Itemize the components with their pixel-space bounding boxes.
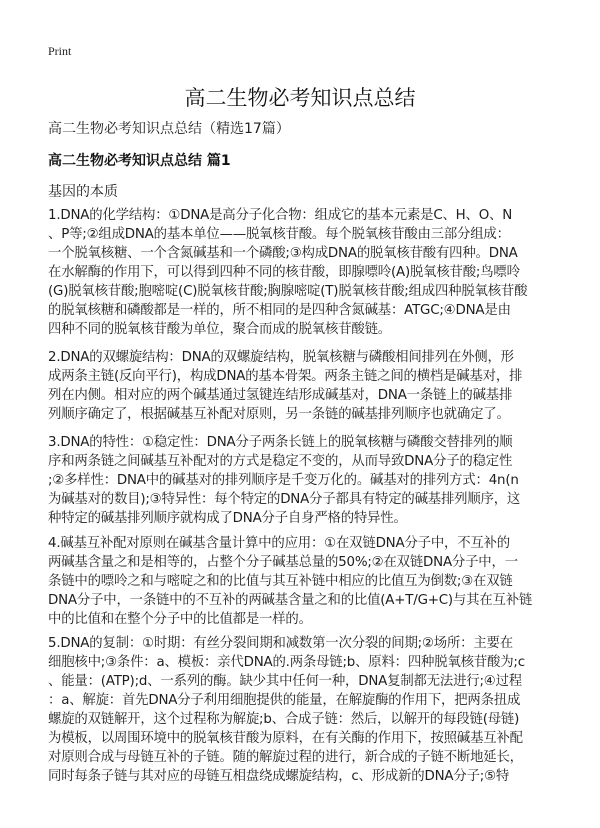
paragraph-line: 、能量：(ATP);d、一系列的酶。缺少其中任何一种，DNA复制都无法进行;④过程: [48, 674, 522, 689]
paragraph-line: ：a、解旋：首先DNA分子利用细胞提供的能量，在解旋酶的作用下，把两条扭成: [48, 693, 521, 708]
document-title: 高二生物必考知识点总结: [184, 86, 416, 110]
paragraph-base-pairing-calculation: [48, 534, 558, 629]
paragraph-line: 一个脱氧核糖、一个含氮碱基和一个磷酸;③构成DNA的脱氧核苷酸有四种。DNA: [48, 246, 518, 261]
paragraph-dna-replication: [48, 634, 558, 786]
paragraph-line: 条链中的嘌呤之和与嘧啶之和的比值与其互补链中相应的比值互为倒数;③在双链: [48, 574, 513, 589]
paragraph-line: 成两条主链(反向平行)，构成DNA的基本骨架。两条主链之间的横档是碱基对，排: [48, 369, 523, 384]
paragraph-line: 四种不同的脱氧核苷酸为单位，聚合而成的脱氧核苷酸链。: [48, 322, 391, 337]
paragraph-line: 5.DNA的复制：①时期：有丝分裂间期和减数第一次分裂的间期;②场所：主要在: [48, 636, 513, 651]
paragraph-line: 对原则合成与母链互补的子链。随的解旋过程的进行，新合成的子链不断地延长，: [48, 750, 523, 765]
paragraph-line: 列在内侧。相对应的两个碱基通过氢键连结形成碱基对，DNA一条链上的碱基排: [48, 388, 513, 403]
paragraph-line: 列顺序确定了，根据碱基互补配对原则，另一条链的碱基排列顺序也就确定了。: [48, 407, 510, 422]
paragraph-line: 细胞核中;③条件：a、模板：亲代DNA的.两条母链;b、原料：四种脱氧核苷酸为;c: [48, 655, 525, 670]
paragraph-line: 同时每条子链与其对应的母链互相盘绕成螺旋结构，c、形成新的DNA分子;⑤特: [48, 769, 510, 784]
paragraph-line: 、P等;②组成DNA的基本单位——脱氧核苷酸。每个脱氧核苷酸由三部分组成：: [48, 227, 510, 242]
paragraph-dna-chemical-structure: [48, 206, 558, 339]
topic-heading: 基因的本质: [48, 184, 118, 200]
paragraph-line: 种特定的碱基排列顺序就构成了DNA分子自身严格的特异性。: [48, 511, 407, 526]
paragraph-line: 序和两条链之间碱基互补配对的方式是稳定不变的，从而导致DNA分子的稳定性: [48, 454, 513, 469]
paragraph-line: 为模板，以周围环境中的脱氧核苷酸为原料，在有关酶的作用下，按照碱基互补配: [48, 731, 523, 746]
paragraph-line: ;②多样性：DNA中的碱基对的排列顺序是千变万化的。碱基对的排列方式：4n(n: [48, 473, 519, 488]
paragraph-line: (G)脱氧核苷酸;胞嘧啶(C)脱氧核苷酸;胸腺嘧啶(T)脱氧核苷酸;组成四种脱氧核苷酸: [48, 284, 528, 299]
paragraph-line: 在水解酶的作用下，可以得到四种不同的核苷酸，即腺嘌呤(A)脱氧核苷酸;鸟嘌呤: [48, 265, 520, 280]
paragraph-dna-double-helix: [48, 348, 558, 424]
section-heading: 高二生物必考知识点总结 篇1: [48, 153, 231, 169]
paragraph-line: 3.DNA的特性：①稳定性：DNA分子两条长链上的脱氧核糖与磷酸交替排列的顺: [48, 435, 513, 450]
paragraph-line: 的脱氧核糖和磷酸都是一样的，所不相同的是四种含氮碱基：ATGC;④DNA是由: [48, 303, 511, 318]
print-label: Print: [48, 44, 72, 58]
paragraph-line: 中的比值和在整个分子中的比值都是一样的。: [48, 612, 312, 627]
paragraph-line: 2.DNA的双螺旋结构：DNA的双螺旋结构，脱氧核糖与磷酸相间排列在外侧，形: [48, 350, 514, 365]
paragraph-line: 4.碱基互补配对原则在碱基含量计算中的应用：①在双链DNA分子中，不互补的: [48, 536, 510, 551]
paragraph-line: DNA分子中，一条链中的不互补的两碱基含量之和的比值(A+T/G+C)与其在互补链: [48, 593, 533, 608]
paragraph-line: 螺旋的双链解开，这个过程称为解旋;b、合成子链：然后，以解开的每段链(母链): [48, 712, 520, 727]
paragraph-line: 两碱基含量之和是相等的，占整个分子碱基总量的50%;②在双链DNA分子中，一: [48, 555, 518, 570]
paragraph-dna-properties: [48, 433, 558, 528]
paragraph-line: 为碱基对的数目);③特异性：每个特定的DNA分子都具有特定的碱基排列顺序，这: [48, 492, 521, 507]
paragraph-line: 1.DNA的化学结构：①DNA是高分子化合物：组成它的基本元素是C、H、O、N: [48, 208, 513, 223]
document-subtitle: 高二生物必考知识点总结（精选17篇）: [48, 121, 290, 137]
